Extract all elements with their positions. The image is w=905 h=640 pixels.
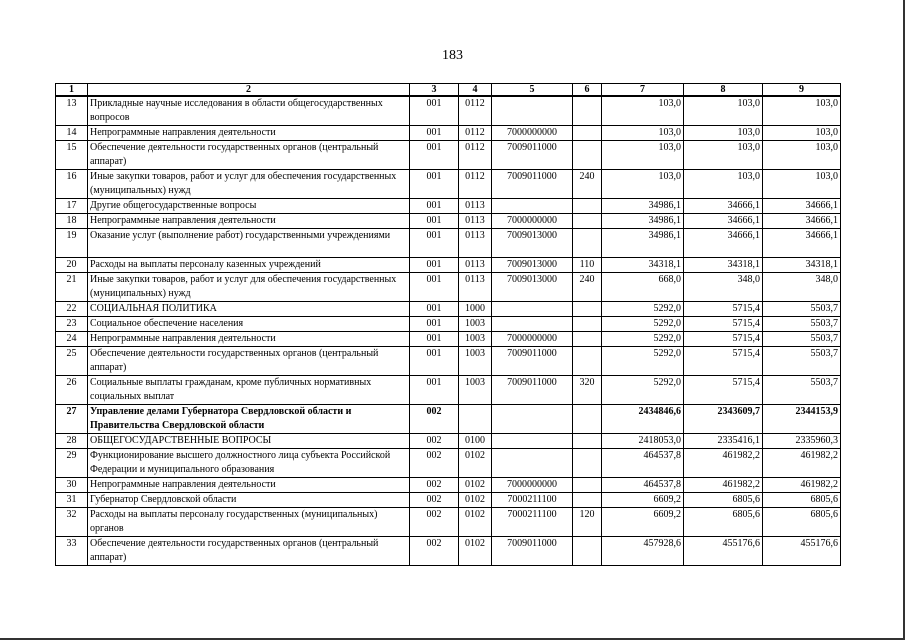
table-row [56,199,841,214]
amount-col9-cell: 103,0 [763,170,841,199]
amount-col9-cell: 103,0 [763,126,841,141]
header-col-1: 1 [56,84,88,97]
item-name-cell: Обеспечение деятельности государственных органов (центральный аппарат) [88,141,410,170]
ministry-code-cell: 001 [410,126,459,141]
row-number-cell: 31 [56,493,88,508]
header-col-5: 5 [492,84,573,97]
amount-col7-cell: 5292,0 [602,376,684,405]
amount-col8-cell: 2343609,7 [684,405,763,434]
amount-col9-cell: 5503,7 [763,332,841,347]
table-row [56,317,841,332]
expense-type-cell: 320 [573,376,602,405]
amount-col7-cell: 2418053,0 [602,434,684,449]
table-row [56,493,841,508]
expense-type-cell [573,332,602,347]
item-name-cell: Иные закупки товаров, работ и услуг для обеспечения государственных (муниципальных) нужд [88,170,410,199]
target-article-cell: 7009013000 [492,258,573,273]
row-number-cell: 24 [56,332,88,347]
item-name-cell: Расходы на выплаты персоналу казенных учреждений [88,258,410,273]
amount-col9-cell: 5503,7 [763,302,841,317]
amount-col7-cell: 34986,1 [602,214,684,229]
table-row [56,347,841,376]
header-row [56,84,841,97]
amount-col8-cell: 103,0 [684,96,763,126]
amount-col7-cell: 464537,8 [602,449,684,478]
ministry-code-cell: 001 [410,258,459,273]
target-article-cell: 7000211100 [492,493,573,508]
amount-col7-cell: 5292,0 [602,332,684,347]
expense-type-cell [573,229,602,258]
target-article-cell: 7000000000 [492,214,573,229]
amount-col8-cell: 6805,6 [684,493,763,508]
header-col-6: 6 [573,84,602,97]
amount-col7-cell: 103,0 [602,96,684,126]
table-row [56,449,841,478]
header-col-3: 3 [410,84,459,97]
amount-col9-cell: 2335960,3 [763,434,841,449]
table-row [56,478,841,493]
amount-col9-cell: 5503,7 [763,317,841,332]
expense-type-cell: 240 [573,170,602,199]
amount-col9-cell: 5503,7 [763,347,841,376]
amount-col8-cell: 2335416,1 [684,434,763,449]
section-code-cell: 1003 [459,347,492,376]
amount-col7-cell: 5292,0 [602,347,684,376]
amount-col8-cell: 5715,4 [684,376,763,405]
section-code-cell: 0102 [459,537,492,566]
amount-col7-cell: 6609,2 [602,508,684,537]
ministry-code-cell: 001 [410,170,459,199]
amount-col9-cell: 34318,1 [763,258,841,273]
amount-col9-cell: 348,0 [763,273,841,302]
item-name-cell: Управление делами Губернатора Свердловской области и Правительства Свердловской области [88,405,410,434]
section-code-cell: 1003 [459,332,492,347]
ministry-code-cell: 001 [410,141,459,170]
expense-type-cell [573,347,602,376]
amount-col7-cell: 103,0 [602,170,684,199]
expense-type-cell: 120 [573,508,602,537]
amount-col7-cell: 6609,2 [602,493,684,508]
ministry-code-cell: 001 [410,332,459,347]
ministry-code-cell: 001 [410,199,459,214]
table-row [56,508,841,537]
target-article-cell [492,199,573,214]
section-code-cell: 0102 [459,508,492,537]
section-code-cell: 0113 [459,199,492,214]
amount-col9-cell: 5503,7 [763,376,841,405]
section-code-cell: 0113 [459,214,492,229]
ministry-code-cell: 001 [410,96,459,126]
section-code-cell: 0112 [459,96,492,126]
item-name-cell: Расходы на выплаты персоналу государственных (муниципальных) органов [88,508,410,537]
ministry-code-cell: 002 [410,508,459,537]
amount-col8-cell: 5715,4 [684,332,763,347]
table-row [56,332,841,347]
target-article-cell [492,317,573,332]
expense-type-cell [573,199,602,214]
item-name-cell: Социальные выплаты гражданам, кроме публичных нормативных социальных выплат [88,376,410,405]
section-code-cell: 0113 [459,229,492,258]
expense-type-cell [573,126,602,141]
expense-type-cell [573,434,602,449]
amount-col8-cell: 461982,2 [684,478,763,493]
expense-type-cell [573,537,602,566]
row-number-cell: 25 [56,347,88,376]
amount-col9-cell: 6805,6 [763,508,841,537]
row-number-cell: 32 [56,508,88,537]
item-name-cell: Непрограммные направления деятельности [88,478,410,493]
amount-col9-cell: 34666,1 [763,199,841,214]
table-row [56,376,841,405]
target-article-cell: 7009013000 [492,229,573,258]
header-col-4: 4 [459,84,492,97]
row-number-cell: 21 [56,273,88,302]
row-number-cell: 22 [56,302,88,317]
target-article-cell: 7009011000 [492,141,573,170]
target-article-cell [492,302,573,317]
section-code-cell: 1003 [459,317,492,332]
expense-type-cell [573,449,602,478]
row-number-cell: 18 [56,214,88,229]
ministry-code-cell: 001 [410,317,459,332]
ministry-code-cell: 001 [410,214,459,229]
item-name-cell: Губернатор Свердловской области [88,493,410,508]
ministry-code-cell: 002 [410,449,459,478]
target-article-cell [492,405,573,434]
amount-col8-cell: 5715,4 [684,317,763,332]
header-col-9: 9 [763,84,841,97]
ministry-code-cell: 001 [410,273,459,302]
row-number-cell: 29 [56,449,88,478]
row-number-cell: 20 [56,258,88,273]
amount-col8-cell: 5715,4 [684,347,763,376]
amount-col9-cell: 103,0 [763,141,841,170]
amount-col7-cell: 103,0 [602,126,684,141]
row-number-cell: 13 [56,96,88,126]
amount-col7-cell: 5292,0 [602,302,684,317]
table-row [56,434,841,449]
section-code-cell: 0100 [459,434,492,449]
amount-col7-cell: 457928,6 [602,537,684,566]
expense-type-cell [573,214,602,229]
target-article-cell: 7000000000 [492,478,573,493]
expense-type-cell [573,493,602,508]
amount-col9-cell: 461982,2 [763,449,841,478]
item-name-cell: Прикладные научные исследования в области общегосударственных вопросов [88,96,410,126]
target-article-cell [492,449,573,478]
row-number-cell: 27 [56,405,88,434]
section-code-cell: 1003 [459,376,492,405]
expense-type-cell [573,478,602,493]
table-header [56,84,841,97]
expense-type-cell [573,302,602,317]
amount-col9-cell: 455176,6 [763,537,841,566]
row-number-cell: 19 [56,229,88,258]
amount-col7-cell: 464537,8 [602,478,684,493]
item-name-cell: Обеспечение деятельности государственных органов (центральный аппарат) [88,347,410,376]
target-article-cell: 7009013000 [492,273,573,302]
expense-type-cell [573,141,602,170]
table-row [56,405,841,434]
row-number-cell: 17 [56,199,88,214]
amount-col7-cell: 34318,1 [602,258,684,273]
amount-col9-cell: 6805,6 [763,493,841,508]
amount-col8-cell: 34666,1 [684,199,763,214]
item-name-cell: Функционирование высшего должностного лица субъекта Российской Федерации и муниципального образования [88,449,410,478]
item-name-cell: Непрограммные направления деятельности [88,126,410,141]
amount-col7-cell: 34986,1 [602,199,684,214]
row-number-cell: 30 [56,478,88,493]
amount-col8-cell: 34666,1 [684,229,763,258]
ministry-code-cell: 001 [410,347,459,376]
item-name-cell: Другие общегосударственные вопросы [88,199,410,214]
item-name-cell: ОБЩЕГОСУДАРСТВЕННЫЕ ВОПРОСЫ [88,434,410,449]
target-article-cell: 7000211100 [492,508,573,537]
header-col-8: 8 [684,84,763,97]
ministry-code-cell: 001 [410,302,459,317]
ministry-code-cell: 002 [410,405,459,434]
amount-col8-cell: 34318,1 [684,258,763,273]
budget-table [55,83,841,566]
amount-col8-cell: 103,0 [684,141,763,170]
amount-col8-cell: 34666,1 [684,214,763,229]
header-col-7: 7 [602,84,684,97]
section-code-cell: 0112 [459,170,492,199]
table-row [56,96,841,126]
section-code-cell: 0112 [459,141,492,170]
row-number-cell: 23 [56,317,88,332]
table-row [56,126,841,141]
amount-col9-cell: 461982,2 [763,478,841,493]
amount-col8-cell: 6805,6 [684,508,763,537]
item-name-cell: Иные закупки товаров, работ и услуг для обеспечения государственных (муниципальных) нужд [88,273,410,302]
section-code-cell: 0112 [459,126,492,141]
amount-col9-cell: 2344153,9 [763,405,841,434]
ministry-code-cell: 001 [410,376,459,405]
amount-col7-cell: 668,0 [602,273,684,302]
ministry-code-cell: 002 [410,434,459,449]
target-article-cell: 7009011000 [492,376,573,405]
ministry-code-cell: 002 [410,537,459,566]
expense-type-cell [573,405,602,434]
expense-type-cell: 110 [573,258,602,273]
amount-col8-cell: 455176,6 [684,537,763,566]
target-article-cell: 7000000000 [492,332,573,347]
ministry-code-cell: 002 [410,478,459,493]
expense-type-cell: 240 [573,273,602,302]
amount-col8-cell: 103,0 [684,170,763,199]
amount-col9-cell: 103,0 [763,96,841,126]
item-name-cell: Социальное обеспечение населения [88,317,410,332]
table-row [56,141,841,170]
ministry-code-cell: 002 [410,493,459,508]
table-body [56,96,841,566]
row-number-cell: 28 [56,434,88,449]
amount-col7-cell: 5292,0 [602,317,684,332]
table-row [56,214,841,229]
row-number-cell: 14 [56,126,88,141]
table-row [56,258,841,273]
page-number: 183 [442,48,463,63]
row-number-cell: 26 [56,376,88,405]
table-row [56,229,841,258]
ministry-code-cell: 001 [410,229,459,258]
table-row [56,273,841,302]
amount-col8-cell: 5715,4 [684,302,763,317]
expense-type-cell [573,96,602,126]
target-article-cell [492,96,573,126]
section-code-cell: 0113 [459,258,492,273]
table-row [56,302,841,317]
target-article-cell [492,434,573,449]
table-row [56,537,841,566]
section-code-cell: 0113 [459,273,492,302]
expense-type-cell [573,317,602,332]
amount-col8-cell: 103,0 [684,126,763,141]
row-number-cell: 15 [56,141,88,170]
section-code-cell: 0102 [459,493,492,508]
item-name-cell: Оказание услуг (выполнение работ) государственными учреждениями [88,229,410,258]
table-row [56,170,841,199]
target-article-cell: 7000000000 [492,126,573,141]
amount-col8-cell: 461982,2 [684,449,763,478]
target-article-cell: 7009011000 [492,170,573,199]
row-number-cell: 33 [56,537,88,566]
section-code-cell [459,405,492,434]
header-col-2: 2 [88,84,410,97]
amount-col7-cell: 2434846,6 [602,405,684,434]
section-code-cell: 1000 [459,302,492,317]
target-article-cell: 7009011000 [492,537,573,566]
amount-col7-cell: 34986,1 [602,229,684,258]
amount-col7-cell: 103,0 [602,141,684,170]
item-name-cell: Непрограммные направления деятельности [88,214,410,229]
amount-col9-cell: 34666,1 [763,229,841,258]
item-name-cell: СОЦИАЛЬНАЯ ПОЛИТИКА [88,302,410,317]
section-code-cell: 0102 [459,449,492,478]
target-article-cell: 7009011000 [492,347,573,376]
item-name-cell: Непрограммные направления деятельности [88,332,410,347]
item-name-cell: Обеспечение деятельности государственных органов (центральный аппарат) [88,537,410,566]
amount-col9-cell: 34666,1 [763,214,841,229]
row-number-cell: 16 [56,170,88,199]
section-code-cell: 0102 [459,478,492,493]
amount-col8-cell: 348,0 [684,273,763,302]
